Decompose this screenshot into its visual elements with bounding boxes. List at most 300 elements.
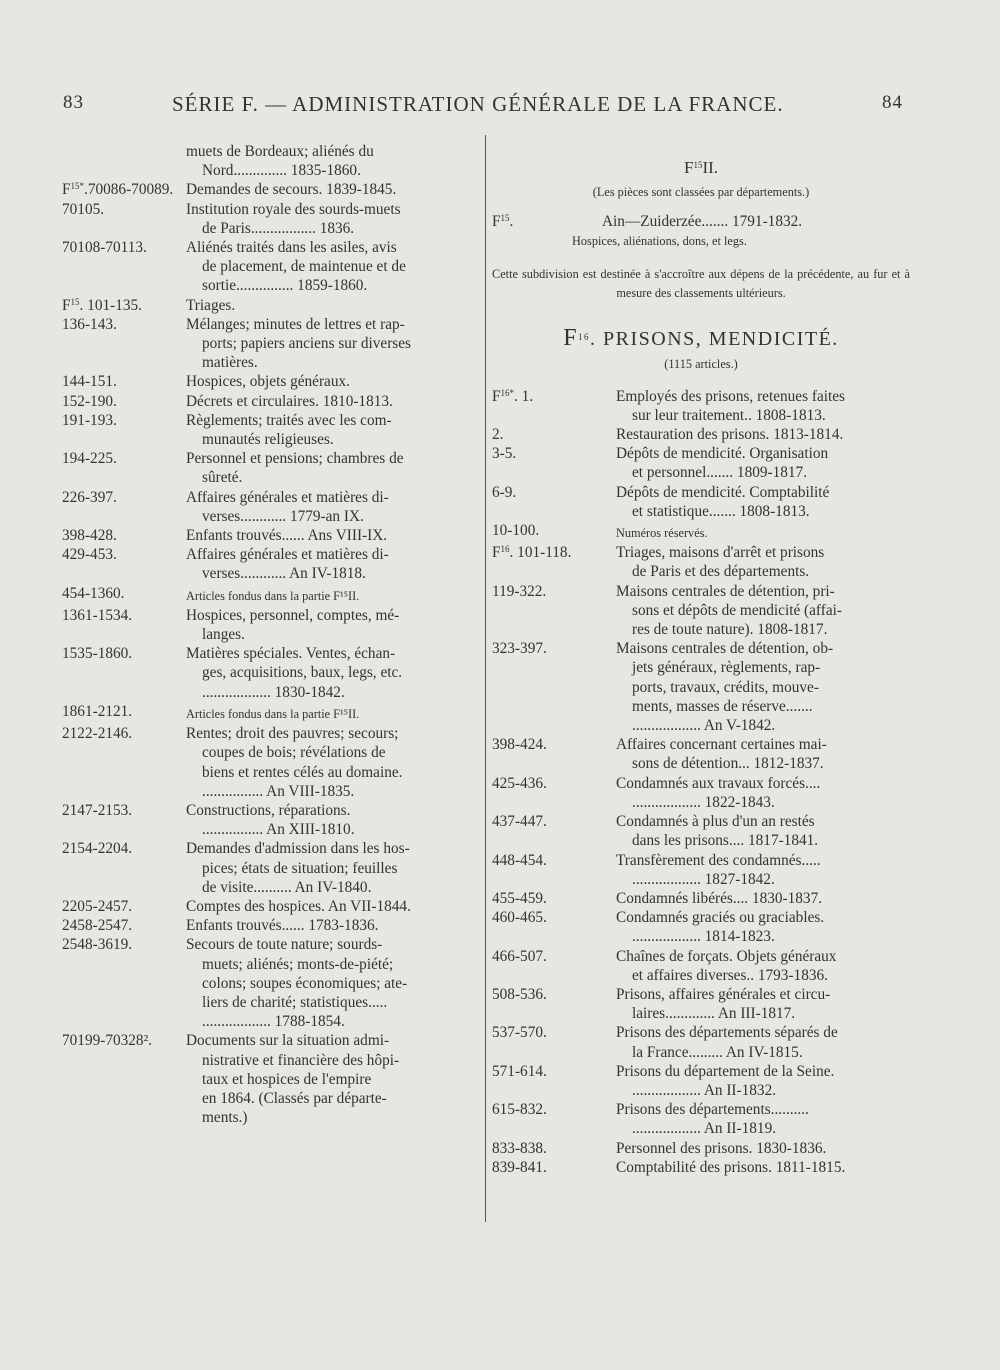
left-column [62,142,480,1127]
entry-text [186,180,480,199]
entry-code-number: 460-465. [492,909,547,927]
entry-code [62,488,186,526]
catalog-entry [62,372,480,391]
entry-line: Triages. [186,296,236,314]
entry-code-number: 454-1360. [62,584,125,602]
subseries-title-suffix: II. [702,158,719,177]
entry-line: Affaires générales et matières di- [186,546,389,564]
entry-text [186,315,480,373]
catalog-entry [62,1031,480,1127]
catalog-entry [492,1139,910,1158]
catalog-entry [62,315,480,373]
subseries-entry-text: Ain—Zuiderzée....... 1791-1832. [602,213,803,231]
entry-line: Condamnés aux travaux forcés.... [616,774,821,792]
entry-line: langes. [202,626,245,644]
entry-line: Secours de toute nature; sourds- [186,936,383,954]
entry-line: Condamnés graciés ou graciables. [616,909,825,927]
entry-text [616,812,910,850]
entry-line: Demandes d'admission dans les hos- [186,840,410,858]
entry-text [186,200,480,238]
entry-line: Personnel des prisons. 1830-1836. [616,1139,827,1157]
entry-code [492,774,616,812]
entry-line: .................. 1822-1843. [632,793,775,811]
entry-code [62,801,186,839]
entry-line: Employés des prisons, retenues faites [616,387,845,405]
catalog-entry [492,1023,910,1061]
entry-line: dans les prisons.... 1817-1841. [632,832,819,850]
entry-line: Matières spéciales. Ventes, échan- [186,645,396,663]
catalog-entry [492,851,910,889]
entry-line: Affaires générales et matières di- [186,488,389,506]
entry-code-prefix: F [492,544,501,562]
entry-line: et statistique....... 1808-1813. [632,502,810,520]
entry-code-sup: 15 [70,296,80,307]
entry-code-sup: 16* [500,387,515,398]
entry-line: Prisons, affaires générales et circu- [616,985,831,1003]
subseries-entry-subtext: Hospices, aliénations, dons, et legs. [572,233,747,248]
entry-code-number: 455-459. [492,889,547,907]
catalog-entry [492,425,910,444]
entry-code [62,200,186,238]
catalog-entry [62,545,480,583]
entry-line: ................ An VIII-1835. [202,782,355,800]
entry-line: .................. An II-1832. [632,1081,777,1099]
entry-code-number: 448-454. [492,851,547,869]
entry-line: Documents sur la situation admi- [186,1032,390,1050]
entry-line: sons de détention... 1812-1837. [632,755,824,773]
entry-code-number: 70105. [62,200,105,218]
entry-code-number: 1861-2121. [62,702,133,720]
entry-line: colons; soupes économiques; ate- [202,974,408,992]
entry-code [62,238,186,296]
entry-code-number: 152-190. [62,392,117,410]
catalog-entry [62,801,480,839]
catalog-entry [492,985,910,1023]
entry-line: Règlements; traités avec les com- [186,411,392,429]
entry-code-sup: 15 [500,213,510,224]
entry-line: biens et rentes célés au domaine. [202,763,403,781]
entry-text [616,387,910,425]
entry-line: Chaînes de forçats. Objets généraux [616,947,837,965]
entry-code-number: 6-9. [492,483,517,501]
entry-line: Comptabilité des prisons. 1811-1815. [616,1158,846,1176]
entry-text [616,1139,910,1158]
right-entries [492,387,910,1177]
catalog-entry [492,444,910,482]
catalog-entry [62,411,480,449]
entry-code [492,1139,616,1158]
entry-line: Dépôts de mendicité. Comptabilité [616,483,830,501]
entry-line: Constructions, réparations. [186,801,351,819]
entry-text [186,839,480,897]
entry-line: Aliénés traités dans les asiles, avis [186,239,397,257]
entry-code-number: 144-151. [62,373,117,391]
entry-line: Articles fondus dans la partie F¹⁵II. [186,706,360,721]
entry-code-number: 191-193. [62,411,117,429]
catalog-entry [492,543,910,581]
entry-line: .................. 1814-1823. [632,928,775,946]
entry-code-number: 425-436. [492,774,547,792]
entry-code [62,916,186,935]
entry-code-number: 429-453. [62,546,117,564]
entry-code [492,387,616,425]
entry-text [616,444,910,482]
entry-line: en 1864. (Classés par départe- [202,1089,387,1107]
entry-line: Enfants trouvés...... 1783-1836. [186,917,379,935]
catalog-entry [62,916,480,935]
entry-code-number: 323-397. [492,640,547,658]
entry-text [616,425,910,444]
entry-text [616,1023,910,1061]
section-title [492,325,910,352]
entry-code-number: 839-841. [492,1158,547,1176]
section-title-prefix: F [563,325,579,352]
catalog-entry [62,584,480,606]
catalog-entry [62,238,480,296]
entry-code [62,142,186,180]
entry-code-number: 2. [492,426,504,444]
entry-code [62,724,186,801]
catalog-entry [62,935,480,1031]
entry-line: Institution royale des sourds-muets [186,200,401,218]
entry-code [492,889,616,908]
entry-code-number: 2147-2153. [62,801,133,819]
entry-code [62,644,186,702]
entry-text [186,916,480,935]
entry-text [186,545,480,583]
catalog-entry [492,774,910,812]
entry-code [492,425,616,444]
entry-code [62,315,186,373]
entry-code-number: 571-614. [492,1062,547,1080]
entry-code-number: 398-428. [62,527,117,545]
catalog-entry [492,812,910,850]
entry-code [62,372,186,391]
entry-line: Demandes de secours. 1839-1845. [186,181,397,199]
entry-code-prefix: F [492,213,501,231]
entry-line: ports, travaux, crédits, mouve- [632,678,819,696]
entry-text [186,449,480,487]
entry-code-number: 70199-70328². [62,1032,152,1050]
entry-line: nistrative et financière des hôpi- [202,1051,400,1069]
entry-line: Restauration des prisons. 1813-1814. [616,426,844,444]
entry-line: liers de charité; statistiques..... [202,993,388,1011]
entry-code [492,1062,616,1100]
entry-code-number: . 1. [514,387,534,405]
entry-line: ments, masses de réserve....... [632,697,813,715]
entry-code-number: 833-838. [492,1139,547,1157]
entry-line: Rentes; droit des pauvres; secours; [186,725,399,743]
entry-code [492,1023,616,1061]
catalog-entry [492,735,910,773]
catalog-entry [62,488,480,526]
entry-code-prefix: F [62,181,71,199]
entry-line: Prisons du département de la Seine. [616,1062,835,1080]
entry-line: Numéros réservés. [616,526,708,541]
entry-text [186,526,480,545]
catalog-entry [62,839,480,897]
subseries-entry [492,212,910,231]
entry-text [616,639,910,735]
catalog-entry [492,889,910,908]
entry-code [62,935,186,1031]
entry-text [186,702,480,724]
entry-text [616,1062,910,1100]
entry-line: sur leur traitement.. 1808-1813. [632,406,826,424]
catalog-entry [492,387,910,425]
entry-text [186,392,480,411]
entry-code [492,1100,616,1138]
entry-code [492,985,616,1023]
running-title: SÉRIE F. — ADMINISTRATION GÉNÉRALE DE LA FRANCE. [172,92,784,116]
entry-line: Personnel et pensions; chambres de [186,450,404,468]
catalog-entry [62,180,480,199]
entry-code [62,526,186,545]
entry-code [492,582,616,640]
entry-text [616,543,910,581]
entry-text [186,644,480,702]
entry-code [62,584,186,606]
entry-text [616,985,910,1023]
entry-code [492,812,616,850]
entry-text [186,935,480,1031]
entry-code-number: 2205-2457. [62,897,133,915]
catalog-entry [62,702,480,724]
subseries-title-sup: 15 [693,160,703,170]
catalog-entry [492,483,910,521]
subseries-title [492,158,910,177]
entry-line: muets; aliénés; monts-de-piété; [202,955,394,973]
entry-line: Maisons centrales de détention, pri- [616,582,835,600]
entry-line: ges, acquisitions, baux, legs, etc. [202,664,403,682]
subseries-subtitle: (Les pièces sont classées par départements.) [592,185,810,200]
entry-code [62,545,186,583]
entry-line: laires............. An III-1817. [632,1005,796,1023]
catalog-entry [492,908,910,946]
entry-line: pices; états de situation; feuilles [202,859,398,877]
entry-line: verses............ 1779-an IX. [202,507,364,525]
entry-line: Prisons des départements.......... [616,1101,809,1119]
entry-code-number: 226-397. [62,488,117,506]
catalog-entry [62,200,480,238]
entry-code [62,180,186,199]
entry-text [186,724,480,801]
entry-code [492,908,616,946]
entry-code-number: 10-100. [492,522,540,540]
entry-line: res de toute nature). 1808-1817. [632,621,828,639]
entry-line: sûreté. [202,469,243,487]
catalog-entry [492,1062,910,1100]
catalog-entry [492,521,910,543]
entry-line: matières. [202,354,258,372]
entry-line: Maisons centrales de détention, ob- [616,640,834,658]
entry-code [492,543,616,581]
entry-code [62,411,186,449]
catalog-entry [492,1100,910,1138]
entry-text [186,411,480,449]
catalog-entry [492,582,910,640]
entry-code-number: 2154-2204. [62,840,133,858]
entry-code [492,947,616,985]
entry-code [492,639,616,735]
catalog-entry [62,724,480,801]
entry-code-number: 537-570. [492,1024,547,1042]
entry-code-dot: . [509,213,514,231]
entry-code-prefix: F [492,387,501,405]
entry-text [616,851,910,889]
entry-line: Triages, maisons d'arrêt et prisons [616,544,825,562]
entry-line: et affaires diverses.. 1793-1836. [632,966,828,984]
entry-line: .................. An V-1842. [632,717,776,735]
entry-line: .................. An II-1819. [632,1120,777,1138]
entry-line: .................. 1788-1854. [202,1013,345,1031]
entry-line: et personnel....... 1809-1817. [632,464,808,482]
entry-code-number: 398-424. [492,736,547,754]
entry-line: Articles fondus dans la partie F¹⁵II. [186,588,360,603]
entry-text [186,606,480,644]
catalog-entry [62,296,480,315]
entry-text [186,296,480,315]
catalog-entry [492,947,910,985]
entry-text [186,238,480,296]
entry-code-number: 1535-1860. [62,645,133,663]
entry-code-number: .70086-70089. [84,181,174,199]
entry-text [186,801,480,839]
entry-line: .................. 1830-1842. [202,683,345,701]
entry-code-number: 437-447. [492,813,547,831]
section-title-text: . PRISONS, MENDICITÉ. [590,328,839,351]
entry-line: .................. 1827-1842. [632,870,775,888]
entry-code-number: 1361-1534. [62,606,133,624]
entry-text [186,372,480,391]
entry-code [62,392,186,411]
catalog-entry [62,644,480,702]
entry-line: Transfèrement des condamnés..... [616,851,821,869]
entry-line: Décrets et circulaires. 1810-1813. [186,392,393,410]
entry-line: de placement, de maintenue et de [202,258,406,276]
entry-code-number: 615-832. [492,1101,547,1119]
entry-line: Dépôts de mendicité. Organisation [616,445,829,463]
entry-text [616,908,910,946]
entry-line: de visite.......... An IV-1840. [202,878,372,896]
entry-text [616,483,910,521]
subseries-title-prefix: F [683,158,694,177]
entry-line: Hospices, objets généraux. [186,373,350,391]
catalog-entry [62,392,480,411]
entry-line: jets généraux, règlements, rap- [632,659,821,677]
catalog-entry [492,639,910,735]
entry-text [186,584,480,606]
entry-code [62,1031,186,1127]
entry-line: sortie............... 1859-1860. [202,277,368,295]
entry-text [616,1158,910,1177]
entry-code-number: 3-5. [492,445,517,463]
entry-code [62,296,186,315]
entry-text [616,521,910,543]
entry-text [186,142,480,180]
entry-line: Affaires concernant certaines mai- [616,736,827,754]
entry-code [492,735,616,773]
entry-code-number: 2548-3619. [62,936,133,954]
entry-code [62,702,186,724]
entry-line: ports; papiers anciens sur diverses [202,335,412,353]
entry-line: Enfants trouvés...... Ans VIII-IX. [186,527,388,545]
entry-code-number: 70108-70113. [62,239,147,257]
entry-line: de Paris et des départements. [632,563,810,581]
entry-code-prefix: F [62,296,71,314]
entry-line: ................ An XIII-1810. [202,821,355,839]
subseries-entry-code [492,212,592,231]
entry-code-number: . 101-135. [79,296,142,314]
entry-code-sup: 16 [500,544,510,555]
entry-code [62,606,186,644]
entry-code-number: . 101-118. [509,544,572,562]
entry-text [186,1031,480,1127]
entry-line: ments.) [202,1109,248,1127]
entry-text [616,1100,910,1138]
entry-code [492,851,616,889]
entry-code-number: 136-143. [62,315,117,333]
entry-line: coupes de bois; révélations de [202,744,386,762]
entry-code [492,1158,616,1177]
catalog-entry [62,606,480,644]
catalog-entry [62,449,480,487]
entry-line: Hospices, personnel, comptes, mé- [186,606,400,624]
entry-code-number: 2458-2547. [62,917,133,935]
section-title-sup: 16 [578,332,591,343]
column-divider [485,135,486,1222]
page-number-left: 83 [63,92,84,113]
entry-code-sup: 15* [70,181,85,192]
entry-code-number: 119-322. [492,582,547,600]
entry-line: Comptes des hospices. An VII-1844. [186,897,411,915]
catalog-entry [62,526,480,545]
entry-code-number: 466-507. [492,947,547,965]
entry-line: Nord.............. 1835-1860. [202,162,361,180]
entry-code-number: 508-536. [492,985,547,1003]
entry-code [492,521,616,543]
catalog-entry [62,897,480,916]
entry-text [616,735,910,773]
entry-line: la France......... An IV-1815. [632,1043,803,1061]
catalog-entry [492,1158,910,1177]
entry-line: taux et hospices de l'empire [202,1070,372,1088]
entry-code [62,839,186,897]
subseries-note: Cette subdivision est destinée à s'accroître aux dépens de la précédente, au fur et à mesure des classements ultérieurs. [492,266,910,301]
entry-code [492,483,616,521]
entry-text [616,947,910,985]
entry-line: sons et dépôts de mendicité (affai- [632,601,842,619]
entry-line: Prisons des départements séparés de [616,1024,838,1042]
entry-line: munautés religieuses. [202,431,334,449]
entry-line: de Paris................. 1836. [202,219,355,237]
page-number-right: 84 [882,92,903,113]
entry-text [186,897,480,916]
right-column [492,142,910,1177]
entry-code-number: 194-225. [62,450,117,468]
entry-text [186,488,480,526]
entry-text [616,582,910,640]
entry-code [62,897,186,916]
entry-line: muets de Bordeaux; aliénés du [186,143,374,160]
entry-line: Condamnés à plus d'un an restés [616,813,815,831]
entry-line: Mélanges; minutes de lettres et rap- [186,315,405,333]
catalog-entry [62,142,480,180]
entry-code-number: 2122-2146. [62,725,133,743]
section-count: (1115 articles.) [664,357,738,372]
entry-line: Condamnés libérés.... 1830-1837. [616,889,823,907]
entry-code [62,449,186,487]
